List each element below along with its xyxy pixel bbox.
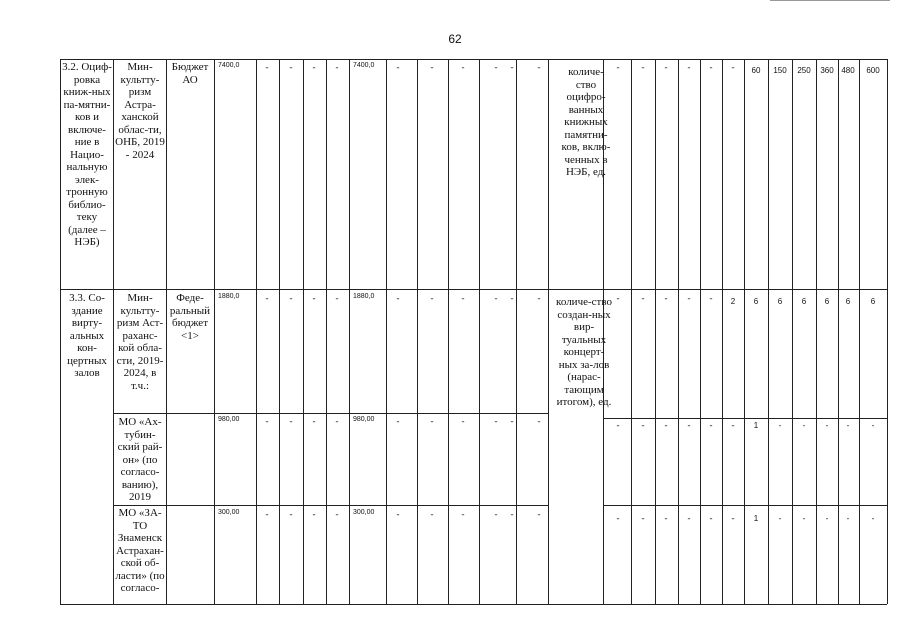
col-line [479,59,480,604]
row-3-3-total-year: 1880,0 [353,293,375,300]
row-divider [113,413,548,414]
cell-dash: - [265,62,269,72]
cell-dash: - [616,513,620,523]
target-value: 2 [730,297,736,306]
target-value: - [871,514,875,523]
col-line [516,59,517,604]
col-line [303,59,304,604]
cell-dash: - [312,509,316,519]
cell-dash: - [641,513,645,523]
row-3-3-indicator: количе-ство создан-ных вир-туальных концерт-ных за-лов (нарас-тающим итогом), ед. [556,296,612,408]
cell-dash: - [510,293,514,303]
col-line [349,59,350,604]
row-3-3-total: 1880,0 [218,293,240,300]
target-value: 6 [801,297,807,306]
target-value: - [802,514,806,523]
col-line [256,59,257,604]
cell-dash: - [461,293,465,303]
row-3-2-executor: Мин-культту-ризм Астра-ханской облас-ти, ОНБ, 2019 - 2024 [115,61,165,161]
row-divider [60,289,887,290]
cell-dash: - [396,293,400,303]
cell-dash: - [537,509,541,519]
row-divider [603,505,887,506]
target-value: 250 [797,66,811,75]
cell-dash: - [494,509,498,519]
target-value: - [846,514,850,523]
cell-dash: - [289,416,293,426]
row-3-2-total-year: 7400,0 [353,62,375,69]
row-3-2-name: 3.2. Оциф-ровка книж-ных па-мятни-ков и включе-ние в Нацио-нальную элек-тронную библио-теку (далее – НЭБ) [62,61,112,248]
cell-dash: - [687,62,691,72]
col-line [792,59,793,604]
target-value: 6 [753,297,759,306]
target-value: 6 [870,297,876,306]
cell-dash: - [265,293,269,303]
target-value: 480 [841,66,855,75]
cell-dash: - [265,509,269,519]
subrow-znamensk-executor: МО «ЗА-ТО Знаменск Астрахан-ской об-ласти» (по согласо- [115,507,165,594]
target-value: 60 [751,66,761,75]
cell-dash: - [664,62,668,72]
col-line [816,59,817,604]
cell-dash: - [461,416,465,426]
cell-dash: - [731,420,735,430]
subrow-znamensk-total: 300,00 [218,509,240,516]
col-line [548,59,549,604]
cell-dash: - [494,416,498,426]
target-value: 6 [845,297,851,306]
target-value: 150 [773,66,787,75]
cell-dash: - [289,293,293,303]
cell-dash: - [687,513,691,523]
cell-dash: - [731,513,735,523]
cell-dash: - [709,293,713,303]
cell-dash: - [312,62,316,72]
cell-dash: - [430,62,434,72]
target-value: - [846,421,850,430]
cell-dash: - [510,62,514,72]
subrow-znamensk-total-year: 300,00 [353,509,375,516]
col-line [744,59,745,604]
cell-dash: - [335,509,339,519]
cell-dash: - [396,416,400,426]
target-value: 360 [820,66,834,75]
subrow-akhtubinsky-total-year: 980,00 [353,416,375,423]
row-3-2-total: 7400,0 [218,62,240,69]
cell-dash: - [461,509,465,519]
row-3-3-source: Феде-ральный бюджет <1> [169,292,211,342]
target-value: - [778,421,782,430]
target-value: - [778,514,782,523]
cell-dash: - [510,509,514,519]
cell-dash: - [312,416,316,426]
cell-dash: - [641,62,645,72]
subrow-akhtubinsky-executor: МО «Ах-тубин-ский рай-он» (по согласо-ванию), 2019 [117,416,163,503]
cell-dash: - [396,509,400,519]
target-value: 1 [753,514,759,523]
cell-dash: - [396,62,400,72]
table-bottom-line [60,604,887,605]
target-value: - [825,421,829,430]
col-line [448,59,449,604]
cell-dash: - [335,416,339,426]
col-line [859,59,860,604]
cell-dash: - [430,509,434,519]
cell-dash: - [664,293,668,303]
row-3-3-executor: Мин-культту-ризм Аст-раханс-кой обла-сти, 2019-2024, в т.ч.: [116,292,164,392]
row-divider [603,418,887,419]
col-line [678,59,679,604]
col-line [386,59,387,604]
subrow-akhtubinsky-total: 980,00 [218,416,240,423]
col-line [631,59,632,604]
col-line [326,59,327,604]
row-3-3-name: 3.3. Со-здание вирту-альных кон-цертных залов [67,292,107,379]
cell-dash: - [494,62,498,72]
cell-dash: - [510,416,514,426]
cell-dash: - [731,62,735,72]
row-3-2-source: Бюджет АО [171,61,209,86]
table-top-line [60,59,887,60]
target-value: 600 [866,66,880,75]
cell-dash: - [537,416,541,426]
row-divider [113,505,548,506]
target-value: - [825,514,829,523]
cell-dash: - [687,420,691,430]
cell-dash: - [289,509,293,519]
col-line [655,59,656,604]
col-line [60,59,61,604]
cell-dash: - [641,420,645,430]
cell-dash: - [430,416,434,426]
cell-dash: - [461,62,465,72]
col-line [417,59,418,604]
cell-dash: - [616,293,620,303]
target-value: - [802,421,806,430]
cell-dash: - [641,293,645,303]
col-line [768,59,769,604]
cell-dash: - [709,513,713,523]
page-number: 62 [448,32,462,46]
target-value: 6 [777,297,783,306]
cell-dash: - [616,62,620,72]
cell-dash: - [335,293,339,303]
cell-dash: - [664,420,668,430]
cell-dash: - [687,293,691,303]
cell-dash: - [430,293,434,303]
cell-dash: - [312,293,316,303]
target-value: - [871,421,875,430]
cell-dash: - [537,62,541,72]
col-line [887,59,888,604]
col-line [279,59,280,604]
col-line [700,59,701,604]
target-value: 6 [824,297,830,306]
cell-dash: - [664,513,668,523]
target-value: 1 [753,421,759,430]
col-line [722,59,723,604]
cell-dash: - [494,293,498,303]
cell-dash: - [335,62,339,72]
cell-dash: - [289,62,293,72]
cell-dash: - [537,293,541,303]
cell-dash: - [709,420,713,430]
col-line [113,59,114,604]
cell-dash: - [709,62,713,72]
cell-dash: - [265,416,269,426]
row-3-2-indicator: количе-ство оцифро-ванных книжных памятни-ков, вклю-ченных в НЭБ, ед. [561,66,611,178]
col-line [214,59,215,604]
cell-dash: - [616,420,620,430]
